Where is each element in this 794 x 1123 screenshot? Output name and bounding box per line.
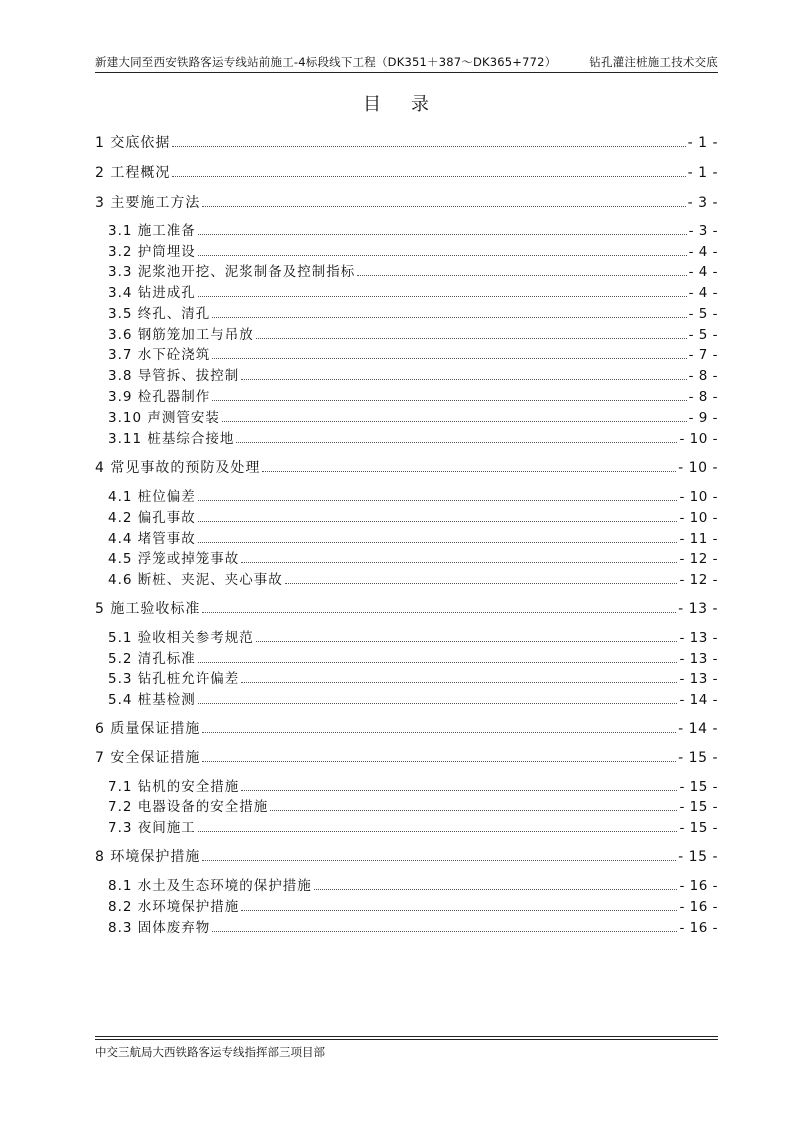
toc-dot-leader [198, 233, 687, 235]
toc-entry-page-number: - 10 - [679, 489, 718, 505]
toc-entry-page-number: - 15 - [678, 750, 718, 766]
toc-dot-leader [202, 611, 676, 613]
toc-entry[interactable] [95, 719, 718, 739]
toc-dot-leader [202, 859, 676, 861]
toc-entry-page-number: - 10 - [679, 431, 718, 447]
toc-entry[interactable] [95, 549, 718, 569]
toc-entry-page-number: - 16 - [679, 878, 718, 894]
toc-title-char-1: 目 [363, 94, 383, 115]
toc-entry-page-number: - 4 - [688, 244, 718, 260]
toc-title-char-2: 录 [411, 94, 431, 115]
toc-entry[interactable] [95, 262, 718, 282]
toc-dot-leader [241, 789, 677, 791]
toc-entry-label: 3.8 导管拆、拔控制 [108, 368, 240, 384]
toc-entry-label: 8.3 固体废弃物 [108, 920, 211, 936]
toc-entry-page-number: - 13 - [679, 630, 718, 646]
toc-entry-label: 7.3 夜间施工 [108, 820, 196, 836]
toc-entry-label: 3.7 水下砼浇筑 [108, 347, 211, 363]
toc-entry-label: 5.1 验收相关参考规范 [108, 630, 254, 646]
toc-dot-leader [198, 295, 687, 297]
toc-entry-label: 8.1 水土及生态环境的保护措施 [108, 878, 312, 894]
header-rule [95, 72, 718, 73]
toc-entry-page-number: - 4 - [688, 264, 718, 280]
toc-dot-leader [314, 888, 678, 890]
toc-entry-label: 3 主要施工方法 [95, 195, 201, 211]
toc-entry-page-number: - 1 - [687, 135, 718, 151]
toc-entry-label: 2 工程概况 [95, 165, 171, 181]
toc-entry-label: 3.2 护筒埋设 [108, 244, 196, 260]
toc-entry-label: 3.5 终孔、清孔 [108, 306, 211, 322]
toc-entry-label: 1 交底依据 [95, 135, 171, 151]
toc-dot-leader [212, 930, 677, 932]
toc-dot-leader [241, 561, 677, 563]
toc-entry-page-number: - 8 - [688, 368, 718, 384]
toc-entry-label: 3.6 钢筋笼加工与吊放 [108, 327, 254, 343]
header-document-title: 钻孔灌注桩施工技术交底 [589, 55, 718, 69]
toc-dot-leader [222, 420, 687, 422]
toc-entry-page-number: - 4 - [688, 285, 718, 301]
toc-entry[interactable] [95, 797, 718, 817]
toc-entry-page-number: - 5 - [688, 327, 718, 343]
footer-rule [95, 1036, 718, 1037]
toc-entry-label: 4 常见事故的预防及处理 [95, 460, 261, 476]
toc-entry[interactable] [95, 429, 718, 449]
toc-entry[interactable] [95, 649, 718, 669]
header-project-title: 新建大同至西安铁路客运专线站前施工-4标段线下工程（DK351＋387～DK365+772） [95, 55, 557, 69]
toc-entry-label: 5.4 桩基检测 [108, 692, 196, 708]
toc-entry-label: 7.1 钻机的安全措施 [108, 779, 240, 795]
toc-dot-leader [172, 175, 685, 177]
toc-entry-label: 7 安全保证措施 [95, 750, 201, 766]
toc-entry-page-number: - 3 - [688, 223, 718, 239]
toc-entry-page-number: - 15 - [678, 849, 718, 865]
toc-entry-label: 6 质量保证措施 [95, 721, 201, 737]
toc-entry-label: 4.2 偏孔事故 [108, 510, 196, 526]
toc-dot-leader [198, 661, 678, 663]
toc-entry-page-number: - 5 - [688, 306, 718, 322]
toc-entry-page-number: - 8 - [688, 389, 718, 405]
toc-entry-label: 4.6 断桩、夹泥、夹心事故 [108, 572, 283, 588]
toc-entry[interactable] [95, 508, 718, 528]
toc-dot-leader [212, 316, 686, 318]
toc-entry[interactable] [95, 529, 718, 549]
toc-entry[interactable] [95, 690, 718, 710]
toc-dot-leader [198, 702, 678, 704]
footer-organization: 中交三航局大西铁路客运专线指挥部三项目部 [95, 1045, 325, 1059]
toc-entry-label: 3.9 检孔器制作 [108, 389, 211, 405]
toc-entry-label: 4.4 堵管事故 [108, 531, 196, 547]
toc-entry[interactable] [95, 366, 718, 386]
toc-entry-page-number: - 16 - [679, 920, 718, 936]
toc-entry[interactable] [95, 897, 718, 917]
toc-entry-page-number: - 15 - [679, 820, 718, 836]
toc-entry-label: 3.1 施工准备 [108, 223, 196, 239]
toc-entry-page-number: - 1 - [687, 165, 718, 181]
toc-entry-page-number: - 15 - [679, 799, 718, 815]
toc-entry-page-number: - 13 - [679, 651, 718, 667]
toc-dot-leader [212, 357, 686, 359]
toc-entry[interactable] [95, 304, 718, 324]
toc-entry[interactable] [95, 408, 718, 428]
toc-entry-label: 5.3 钻孔桩允许偏差 [108, 671, 240, 687]
toc-entry-label: 3.10 声测管安装 [108, 410, 220, 426]
toc-entry-page-number: - 10 - [678, 460, 718, 476]
toc-entry-page-number: - 13 - [678, 601, 718, 617]
toc-entry-label: 4.5 浮笼或掉笼事故 [108, 551, 240, 567]
toc-entry-label: 3.4 钻进成孔 [108, 285, 196, 301]
toc-entry-page-number: - 14 - [679, 692, 718, 708]
toc-entry-label: 3.3 泥浆池开挖、泥浆制备及控制指标 [108, 264, 356, 280]
toc-dot-leader [241, 681, 677, 683]
toc-dot-leader [241, 378, 686, 380]
toc-entry-label: 4.1 桩位偏差 [108, 489, 196, 505]
toc-entry[interactable] [95, 242, 718, 262]
toc-dot-leader [236, 441, 677, 443]
toc-dot-leader [357, 274, 686, 276]
toc-entry[interactable] [95, 818, 718, 838]
toc-entry[interactable] [95, 628, 718, 648]
toc-entry[interactable] [95, 748, 718, 768]
toc-dot-leader [202, 760, 676, 762]
toc-entry-label: 8 环境保护措施 [95, 849, 201, 865]
toc-dot-leader [202, 731, 676, 733]
toc-entry-page-number: - 11 - [679, 531, 718, 547]
toc-dot-leader [198, 499, 678, 501]
toc-entry[interactable] [95, 345, 718, 365]
toc-dot-leader [212, 399, 686, 401]
toc-entry-page-number: - 15 - [679, 779, 718, 795]
toc-dot-leader [198, 254, 687, 256]
toc-entry[interactable] [95, 163, 718, 183]
toc-dot-leader [172, 145, 685, 147]
toc-entry[interactable] [95, 918, 718, 938]
toc-entry[interactable] [95, 570, 718, 590]
toc-entry-label: 5 施工验收标准 [95, 601, 201, 617]
toc-entry[interactable] [95, 777, 718, 797]
toc-entry-page-number: - 12 - [679, 551, 718, 567]
toc-entry[interactable] [95, 876, 718, 896]
toc-dot-leader [241, 909, 677, 911]
toc-dot-leader [256, 337, 687, 339]
page-header [95, 52, 718, 72]
toc-entry[interactable] [95, 221, 718, 241]
toc-dot-leader [198, 541, 678, 543]
toc-dot-leader [256, 640, 678, 642]
toc-entry-label: 3.11 桩基综合接地 [108, 431, 235, 447]
toc-entry[interactable] [95, 193, 718, 213]
toc-entry[interactable] [95, 669, 718, 689]
toc-entry-label: 7.2 电器设备的安全措施 [108, 799, 269, 815]
toc-entry-label: 8.2 水环境保护措施 [108, 899, 240, 915]
toc-entry[interactable] [95, 325, 718, 345]
toc-entry-page-number: - 9 - [688, 410, 718, 426]
toc-entry-page-number: - 3 - [687, 195, 718, 211]
toc-entry[interactable] [95, 133, 718, 153]
toc-dot-leader [198, 830, 678, 832]
toc-entry[interactable] [95, 387, 718, 407]
toc-entry[interactable] [95, 458, 718, 478]
footer-rule-double [95, 1039, 718, 1040]
toc-entry-page-number: - 12 - [679, 572, 718, 588]
toc-dot-leader [270, 809, 677, 811]
toc-entry-label: 5.2 清孔标准 [108, 651, 196, 667]
toc-entry-page-number: - 16 - [679, 899, 718, 915]
toc-entry-page-number: - 13 - [679, 671, 718, 687]
toc-dot-leader [202, 205, 685, 207]
toc-entry-page-number: - 14 - [678, 721, 718, 737]
toc-entry-page-number: - 10 - [679, 510, 718, 526]
toc-entry-page-number: - 7 - [688, 347, 718, 363]
toc-entry[interactable] [95, 487, 718, 507]
toc-dot-leader [285, 582, 678, 584]
toc-entry[interactable] [95, 599, 718, 619]
toc-dot-leader [198, 520, 678, 522]
toc-dot-leader [262, 470, 676, 472]
toc-entry[interactable] [95, 847, 718, 867]
toc-title [0, 92, 794, 118]
toc-entry[interactable] [95, 283, 718, 303]
